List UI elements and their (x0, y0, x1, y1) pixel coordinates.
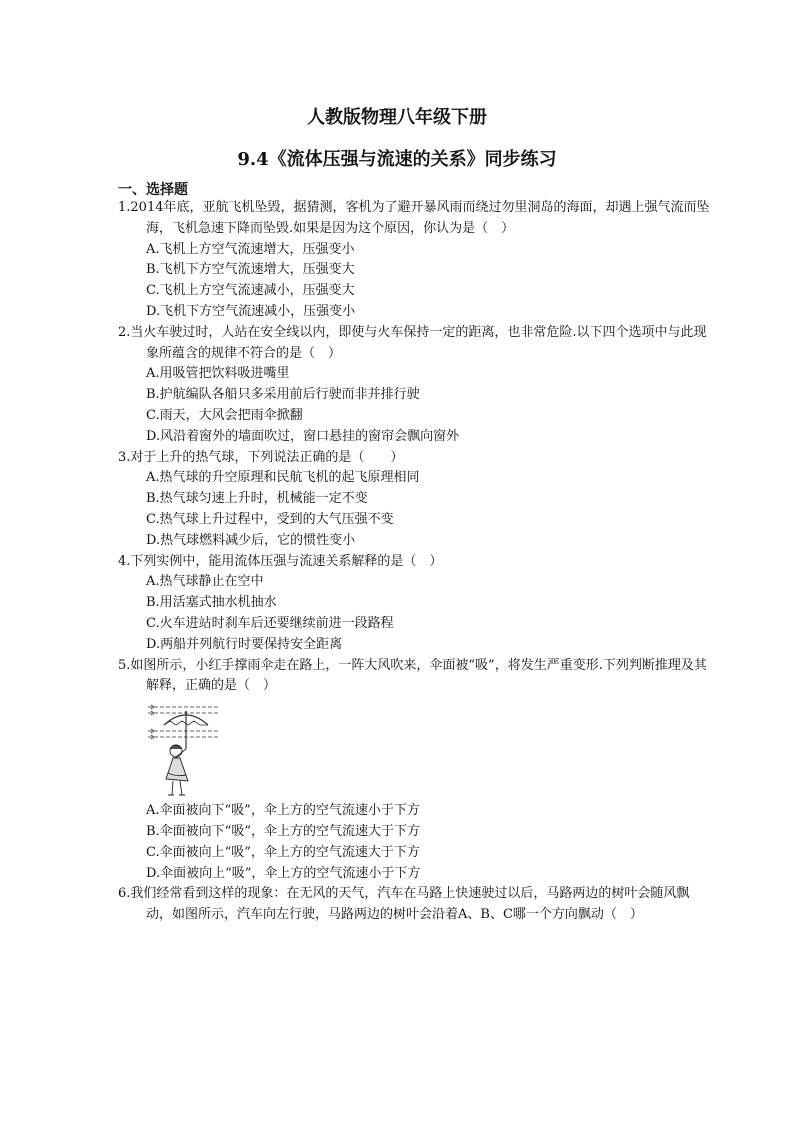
question-text: 1.2014年底，亚航飞机坠毁，据猜测，客机为了避开暴风雨而绕过勿里洞岛的海面，却遇上强气流而坠海，飞机急速下降而坠毁.如果是因为这个原因，你认为是（ ） (118, 200, 710, 236)
option-b: B.护航编队各船只多采用前后行驶而非并排行驶 (146, 387, 420, 403)
question-1 (118, 198, 710, 323)
question-text: 6.我们经常看到这样的现象：在无风的天气，汽车在马路上快速驶过以后，马路两边的树叶会随风飘动，如图所示，汽车向左行驶，马路两边的树叶会沿着A、B、C哪一个方向飘动（ ） (118, 886, 690, 923)
option-a: A.热气球静止在空中 (146, 574, 264, 590)
option-d: D.飞机下方空气流速减小，压强变小 (146, 303, 356, 319)
option-b: B.热气球匀速上升时，机械能一定不变 (146, 491, 368, 507)
question-text: 3.对于上升的热气球，下列说法正确的是（ ） (118, 449, 404, 465)
option-d: D.热气球燃料减少后，它的惯性变小 (146, 532, 356, 548)
question-text: 4.下列实例中，能用流体压强与流速关系解释的是（ ） (118, 553, 443, 569)
option-b: B.用活塞式抽水机抽水 (146, 595, 277, 611)
question-2 (118, 323, 710, 448)
option-a: A.飞机上方空气流速增大，压强变小 (146, 241, 355, 257)
option-b: B.飞机下方空气流速增大，压强变大 (146, 262, 355, 278)
option-b: B.伞面被向下“吸”，伞上方的空气流速大于下方 (146, 823, 420, 839)
question-text: 5.如图所示，小红手撑雨伞走在路上，一阵大风吹来，伞面被“吸”，将发生严重变形.下列判断推理及其解释，正确的是（ ） (118, 657, 707, 694)
option-a: A.伞面被向下“吸”，伞上方的空气流速小于下方 (146, 803, 420, 819)
question-6 (118, 884, 710, 926)
option-d: D.两船并列航行时要保持安全距离 (146, 636, 343, 652)
question-3 (118, 448, 710, 552)
option-a: A.用吸管把饮料吸进嘴里 (146, 366, 290, 382)
question-text: 2.当火车驶过时，人站在安全线以内，即使与火车保持一定的距离，也非常危险.以下四个选项中与此现象所蕴含的规律不符合的是（ ） (118, 324, 707, 361)
umbrella-wind-figure (146, 701, 226, 801)
option-c: C.飞机上方空气流速减小，压强变大 (146, 283, 355, 299)
option-c: C.雨天，大风会把雨伞掀翻 (146, 407, 303, 423)
question-5 (118, 656, 710, 885)
option-d: D.伞面被向上“吸”，伞上方的空气流速小于下方 (146, 865, 421, 881)
option-c: C.伞面被向上“吸”，伞上方的空气流速大于下方 (146, 844, 420, 860)
option-d: D.风沿着窗外的墙面吹过，窗口悬挂的窗帘会飘向窗外 (146, 428, 460, 444)
document-subtitle: 9.4《流体压强与流速的关系》同步练习 (237, 149, 557, 170)
question-list (118, 198, 710, 926)
section-heading: 一、选择题 (118, 182, 188, 198)
question-4 (118, 552, 710, 656)
option-c: C.火车进站时刹车后还要继续前进一段路程 (146, 615, 394, 631)
option-a: A.热气球的升空原理和民航飞机的起飞原理相同 (146, 470, 420, 486)
document-title: 人教版物理八年级下册 (307, 107, 487, 128)
option-c: C.热气球上升过程中，受到的大气压强不变 (146, 511, 394, 527)
